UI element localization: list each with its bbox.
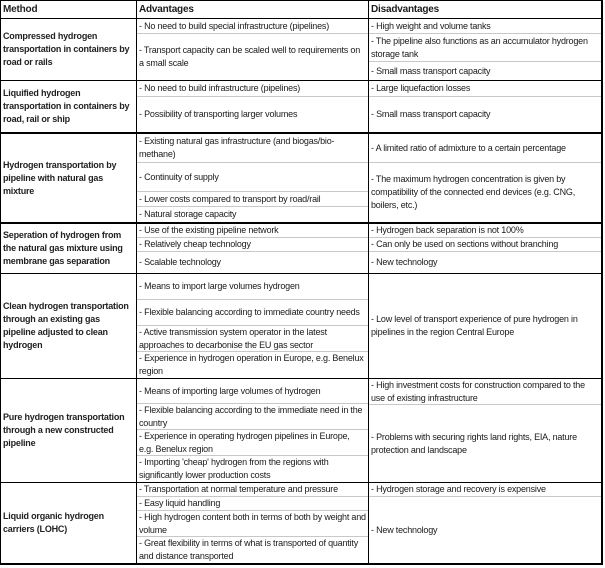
advantage-item: - Natural storage capacity xyxy=(139,209,237,219)
advantages-cell xyxy=(137,224,369,273)
advantage-item: - Importing 'cheap' hydrogen from the regions with significantly lower production costs xyxy=(139,457,329,480)
table-row xyxy=(1,19,601,81)
disadvantage-item: - New technology xyxy=(371,257,438,267)
method-cell: Clean hydrogen transportation through an existing gas pipeline adjusted to clean hydrogen xyxy=(1,274,137,378)
header-advantages: Advantages xyxy=(137,1,369,18)
advantage-item: - Continuity of supply xyxy=(137,163,368,192)
table-row xyxy=(1,134,601,224)
method-cell: Pure hydrogen transportation through a new constructed pipeline xyxy=(1,379,137,482)
disadvantage-item: - New technology xyxy=(371,524,438,535)
advantage-item: - Experience in operating hydrogen pipelines in Europe, e.g. Benelux region xyxy=(137,430,368,456)
advantages-cell xyxy=(137,483,369,563)
disadvantage-item: - Hydrogen storage and recovery is expensive xyxy=(369,483,601,497)
disadvantages-cell xyxy=(369,134,601,222)
table-row xyxy=(1,224,601,274)
advantage-item: - Transportation at normal temperature and pressure xyxy=(137,483,368,497)
advantage-item: - Experience in hydrogen operation in Europe, e.g. Benelux region xyxy=(139,353,364,376)
disadvantage-item: - The pipeline also functions as an accumulator hydrogen storage tank xyxy=(369,34,601,62)
advantage-item: - Possibility of transporting larger volumes xyxy=(139,109,298,119)
disadvantages-cell xyxy=(369,81,601,132)
advantage-item: - Means of importing large volumes of hydrogen xyxy=(137,379,368,404)
advantage-item: - No need to build infrastructure (pipelines) xyxy=(137,81,368,97)
advantage-item: - Existing natural gas infrastructure (and biogas/bio-methane) xyxy=(137,134,368,163)
table-header-row xyxy=(1,1,601,19)
disadvantages-cell xyxy=(369,483,601,563)
advantages-cell xyxy=(137,19,369,80)
disadvantage-item: - Low level of transport experience of pure hydrogen in pipelines in the region Central Europe xyxy=(371,314,578,337)
disadvantage-item: - Can only be used on sections without branching xyxy=(369,238,601,252)
advantage-item: - Scalable technology xyxy=(139,257,221,267)
disadvantage-item: - Large liquefaction losses xyxy=(369,81,601,97)
advantage-item: - Flexible balancing according to immediate country needs xyxy=(137,300,368,326)
disadvantages-cell xyxy=(369,379,601,482)
table-row xyxy=(1,483,601,563)
disadvantage-item: - High investment costs for construction compared to the use of existing infrastructure xyxy=(369,379,601,405)
disadvantage-item: - A limited ratio of admixture to a certain percentage xyxy=(369,134,601,163)
method-cell: Compressed hydrogen transportation in containers by road or rails xyxy=(1,19,137,80)
advantages-cell xyxy=(137,379,369,482)
advantage-item: - Lower costs compared to transport by road/rail xyxy=(137,192,368,207)
header-method: Method xyxy=(1,1,137,18)
advantages-cell xyxy=(137,274,369,378)
advantage-item: - Easy liquid handling xyxy=(137,497,368,511)
advantage-item: - Transport capacity can be scaled well to requirements on a small scale xyxy=(139,45,361,68)
method-cell: Liquified hydrogen transportation in containers by road, rail or ship xyxy=(1,81,137,132)
disadvantage-item: - High weight and volume tanks xyxy=(369,19,601,34)
disadvantage-item: - The maximum hydrogen concentration is given by compatibility of the connected end devices (e.g. CNG, boilers, etc.) xyxy=(371,174,576,210)
table-row xyxy=(1,81,601,134)
method-cell: Seperation of hydrogen from the natural gas mixture using membrane gas separation xyxy=(1,224,137,273)
disadvantage-item: - Problems with securing rights land rights, EIA, nature protection and landscape xyxy=(371,431,577,455)
disadvantage-item: - Hydrogen back separation is not 100% xyxy=(369,224,601,238)
disadvantages-cell xyxy=(369,19,601,80)
table-row xyxy=(1,379,601,483)
disadvantages-cell xyxy=(369,274,601,378)
disadvantage-item: - Small mass transport capacity xyxy=(371,65,491,76)
advantage-item: - No need to build special infrastructure (pipelines) xyxy=(137,19,368,34)
advantage-item: - Use of the existing pipeline network xyxy=(137,224,368,238)
advantages-cell xyxy=(137,134,369,222)
header-disadvantages: Disadvantages xyxy=(371,4,439,15)
method-cell: Liquid organic hydrogen carriers (LOHC) xyxy=(1,483,137,563)
method-cell: Hydrogen transportation by pipeline with natural gas mixture xyxy=(1,134,137,222)
advantage-item: - Flexible balancing according to the immediate need in the country xyxy=(137,404,368,430)
disadvantages-cell xyxy=(369,224,601,273)
advantage-item: - Great flexibility in terms of what is transported of quantity and distance transported xyxy=(139,538,358,561)
advantage-item: - Means to import large volumes hydrogen xyxy=(137,274,368,300)
advantage-item: - High hydrogen content both in terms of both by weight and volume xyxy=(137,511,368,537)
disadvantage-item: - Small mass transport capacity xyxy=(371,109,491,119)
advantage-item: - Relatively cheap technology xyxy=(137,238,368,252)
advantages-cell xyxy=(137,81,369,132)
advantage-item: - Active transmission system operator in the latest approaches to decarbonise the EU gas sector xyxy=(137,326,368,352)
table-row xyxy=(1,274,601,379)
